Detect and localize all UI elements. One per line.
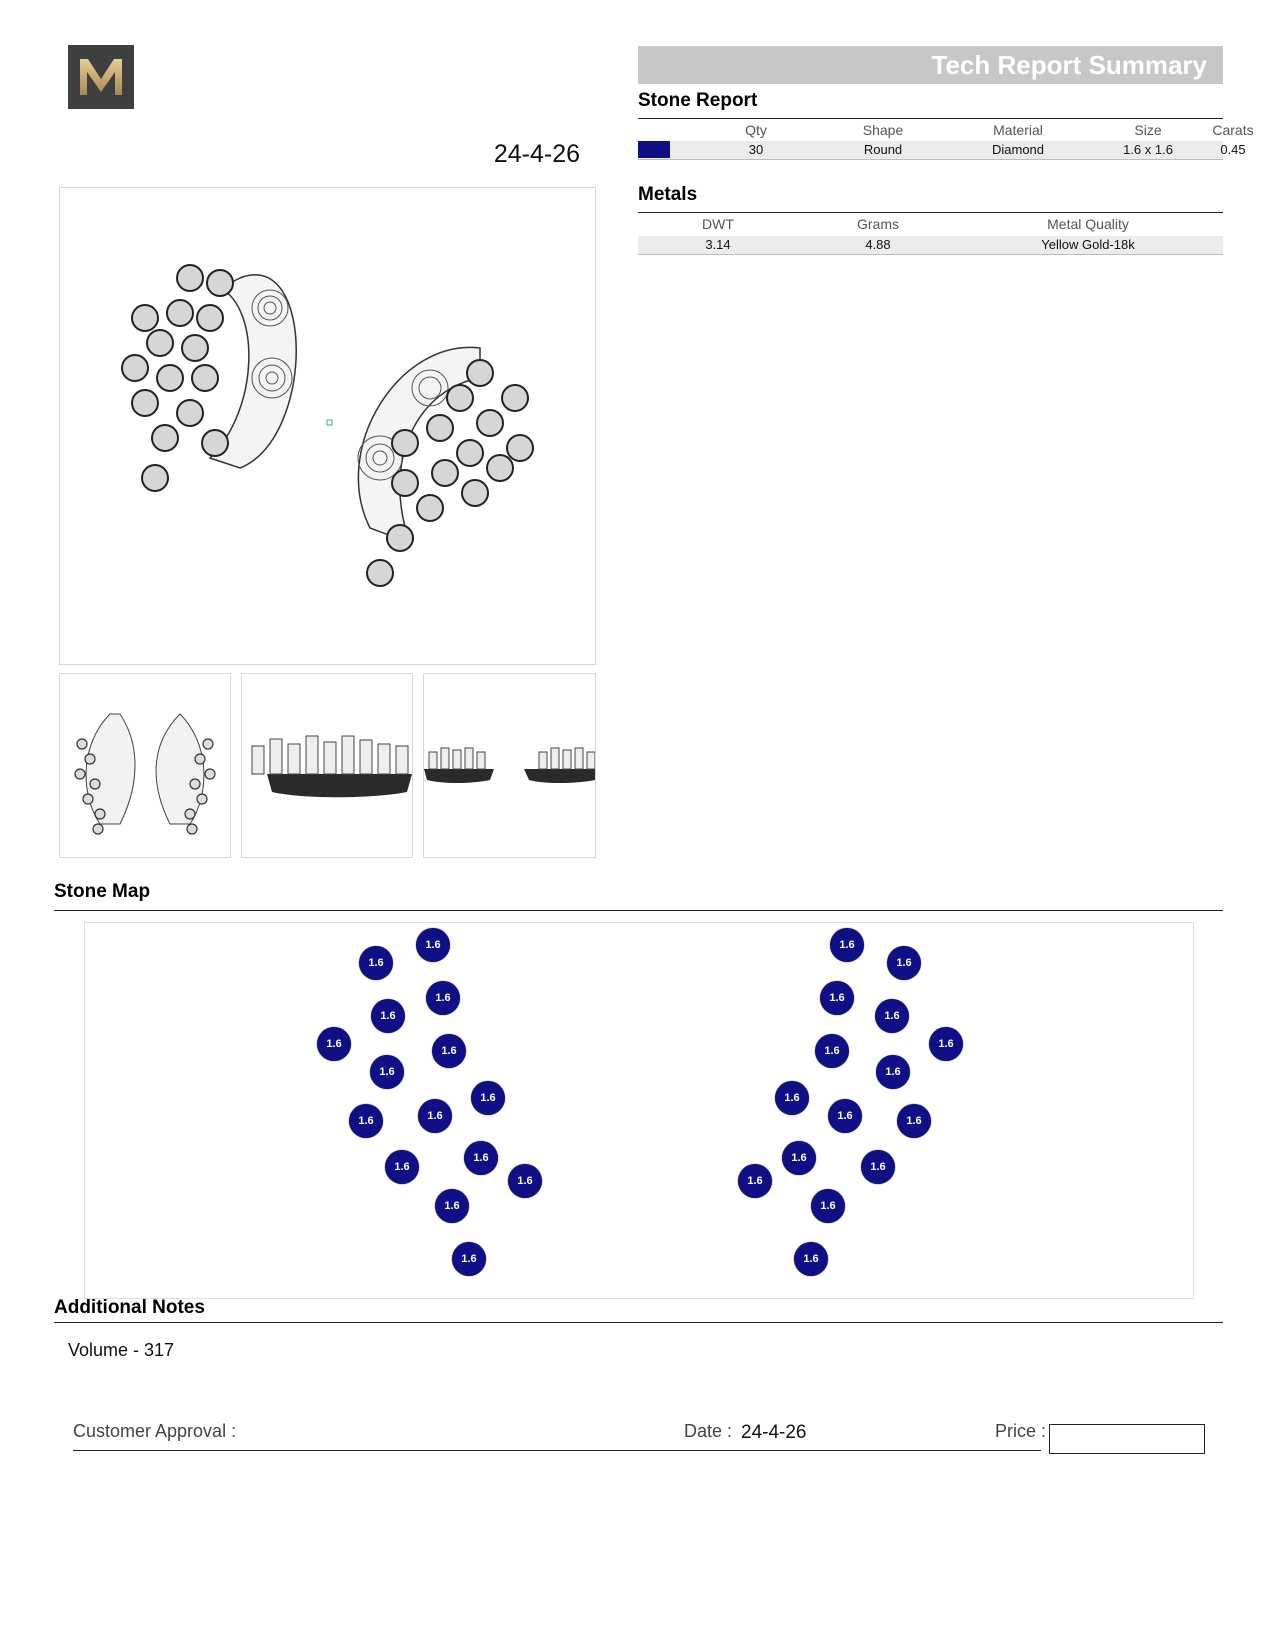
stone-marker: 1.6 (875, 999, 909, 1033)
cell-dwt: 3.14 (705, 237, 731, 252)
stone-marker: 1.6 (418, 1099, 452, 1133)
earrings-render-image (60, 188, 595, 664)
stone-marker: 1.6 (349, 1104, 383, 1138)
side-view-thumbnail (241, 673, 413, 858)
date-label: Date : (684, 1421, 733, 1441)
logo-m-mark (68, 45, 134, 109)
cell-grams: 4.88 (865, 237, 891, 252)
cell-size: 1.6 x 1.6 (1123, 142, 1173, 157)
col-header-qty: Qty (745, 122, 767, 138)
metals-rule (638, 212, 1223, 213)
additional-notes-rule (54, 1322, 1223, 1323)
order-code: 24-4-26 (493, 140, 580, 168)
stone-marker: 1.6 (828, 1099, 862, 1133)
stone-map-rule (54, 910, 1223, 911)
stone-marker: 1.6 (830, 928, 864, 962)
col-header-shape: Shape (862, 122, 904, 138)
stone-marker: 1.6 (359, 946, 393, 980)
col-header-material: Material (993, 122, 1043, 138)
stone-marker: 1.6 (471, 1081, 505, 1115)
report-title: Tech Report Summary (931, 50, 1207, 80)
stone-marker: 1.6 (508, 1164, 542, 1198)
stone-marker: 1.6 (775, 1081, 809, 1115)
company-logo (68, 45, 134, 109)
front-view-image (60, 674, 230, 857)
back-view-image (424, 674, 595, 857)
col-header-grams: Grams (857, 216, 899, 232)
date-value: 24-4-26 (741, 1422, 807, 1443)
stone-marker: 1.6 (385, 1150, 419, 1184)
additional-notes-title: Additional Notes (54, 1297, 205, 1318)
cell-metal-quality: Yellow Gold-18k (1041, 237, 1135, 252)
stone-color-swatch (638, 141, 670, 158)
cell-qty: 30 (748, 142, 764, 157)
stone-marker: 1.6 (452, 1242, 486, 1276)
stone-marker: 1.6 (897, 1104, 931, 1138)
stone-marker: 1.6 (876, 1055, 910, 1089)
stone-report-rule (638, 118, 1223, 119)
price-input-box[interactable] (1049, 1424, 1205, 1454)
report-title-bar (638, 46, 1223, 84)
stone-marker: 1.6 (887, 946, 921, 980)
stone-marker: 1.6 (432, 1034, 466, 1068)
col-header-carats: Carats (1212, 122, 1254, 138)
metals-table (638, 214, 1223, 254)
stone-marker: 1.6 (811, 1189, 845, 1223)
stone-marker: 1.6 (464, 1141, 498, 1175)
stone-marker: 1.6 (815, 1034, 849, 1068)
stone-marker: 1.6 (370, 1055, 404, 1089)
stone-marker: 1.6 (317, 1027, 351, 1061)
stone-marker: 1.6 (794, 1242, 828, 1276)
metals-title: Metals (638, 184, 698, 205)
stone-marker: 1.6 (820, 981, 854, 1015)
stone-marker: 1.6 (416, 928, 450, 962)
table-row (638, 141, 1246, 160)
cell-shape: Round (863, 142, 903, 157)
stone-report-table (638, 120, 1254, 160)
customer-approval-label: Customer Approval : (73, 1421, 237, 1441)
back-view-thumbnail (423, 673, 596, 858)
stone-map-canvas (84, 922, 1194, 1299)
stone-marker: 1.6 (426, 981, 460, 1015)
stone-marker: 1.6 (861, 1150, 895, 1184)
side-view-image (242, 674, 412, 857)
stone-map-title: Stone Map (54, 881, 151, 902)
col-header-dwt: DWT (702, 216, 734, 232)
front-view-thumbnail (59, 673, 231, 858)
stone-marker: 1.6 (435, 1189, 469, 1223)
stone-report-title: Stone Report (638, 90, 758, 111)
approval-signature-line (73, 1450, 1041, 1451)
price-label: Price : (995, 1421, 1047, 1441)
stone-marker: 1.6 (782, 1141, 816, 1175)
cell-carats: 0.45 (1220, 142, 1246, 157)
cell-material: Diamond (991, 142, 1045, 157)
main-render-panel (59, 187, 596, 665)
table-row (638, 236, 1223, 255)
stone-marker: 1.6 (738, 1164, 772, 1198)
col-header-metal-quality: Metal Quality (1047, 216, 1129, 232)
stone-marker: 1.6 (929, 1027, 963, 1061)
additional-notes-text: Volume - 317 (68, 1340, 175, 1360)
stone-marker: 1.6 (371, 999, 405, 1033)
col-header-size: Size (1134, 122, 1162, 138)
